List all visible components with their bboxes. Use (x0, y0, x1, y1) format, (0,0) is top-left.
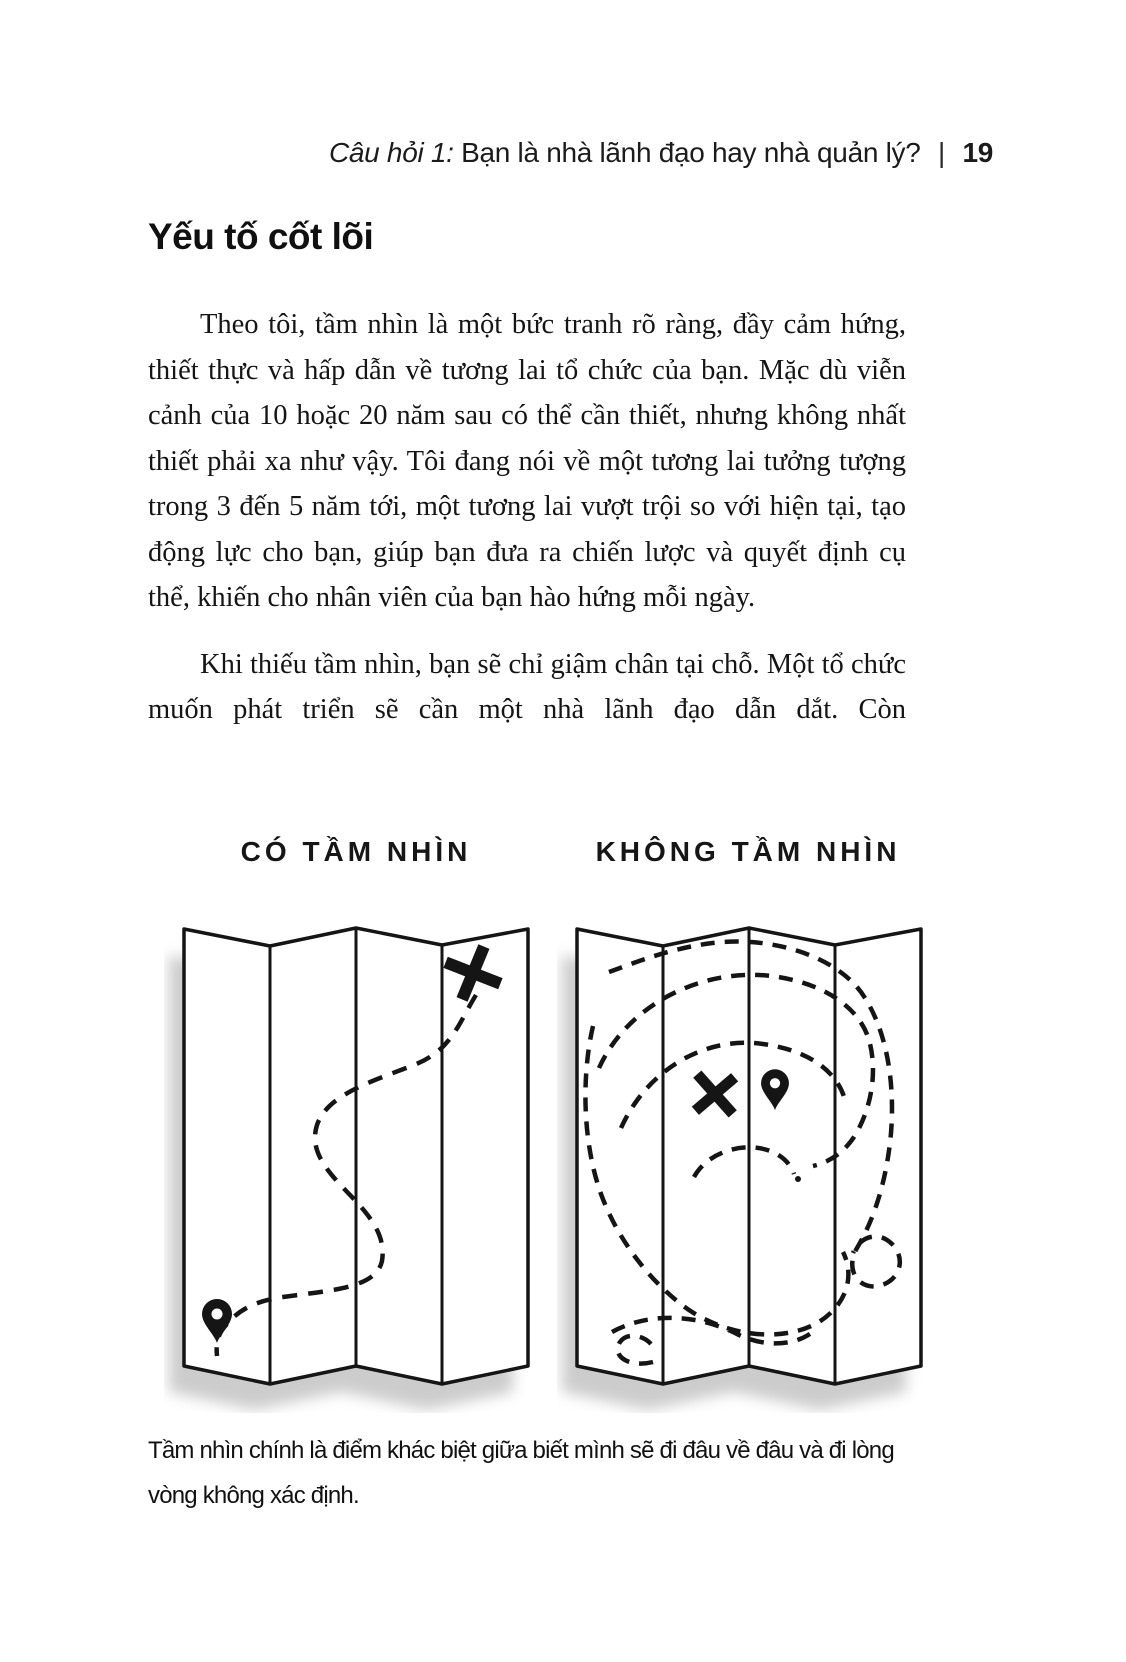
section-title: Yếu tố cốt lõi (148, 216, 374, 257)
running-header (148, 136, 993, 170)
paragraph: Theo tôi, tầm nhìn là một bức tranh rõ ràng, đầy cảm hứng, thiết thực và hấp dẫn về tương lai tổ chức của bạn. Mặc dù viễn cảnh của 10 hoặc 20 năm sau có thể cần thiết, nhưng không nhất thiết phải xa như vậy. Tôi đang nói về một tương lai tưởng tượng trong 3 đến 5 năm tới, một tương lai vượt trội so với hiện tại, tạo động lực cho bạn, giúp bạn đưa ra chiến lược và quyết định cụ thể, khiến cho nhân viên của bạn hào hứng mỗi ngày. (148, 309, 906, 613)
chapter-label: Câu hỏi 1: (328, 137, 454, 168)
header-separator: | (937, 137, 945, 168)
page-number: 19 (962, 137, 993, 168)
map-without-vision-illustration (557, 898, 937, 1413)
caption-line: vòng không xác định. (148, 1482, 359, 1509)
figure-caption (148, 1428, 948, 1518)
figure-label-without-vision: KHÔNG TẦM NHÌN (595, 836, 901, 867)
figure-label-with-vision: CÓ TẦM NHÌN (240, 836, 472, 867)
map-with-vision-illustration (164, 898, 544, 1413)
chapter-title: Bạn là nhà lãnh đạo hay nhà quản lý? (461, 137, 921, 168)
frown-end-dot (795, 1176, 801, 1182)
paragraph: Khi thiếu tầm nhìn, bạn sẽ chỉ giậm chân tại chỗ. Một tổ chức muốn phát triển sẽ cần một nhà lãnh đạo dẫn dắt. Còn (148, 648, 906, 725)
body-text (148, 302, 906, 733)
caption-line: Tầm nhìn chính là điểm khác biệt giữa biết mình sẽ đi đâu về đâu và đi lòng (148, 1437, 894, 1464)
